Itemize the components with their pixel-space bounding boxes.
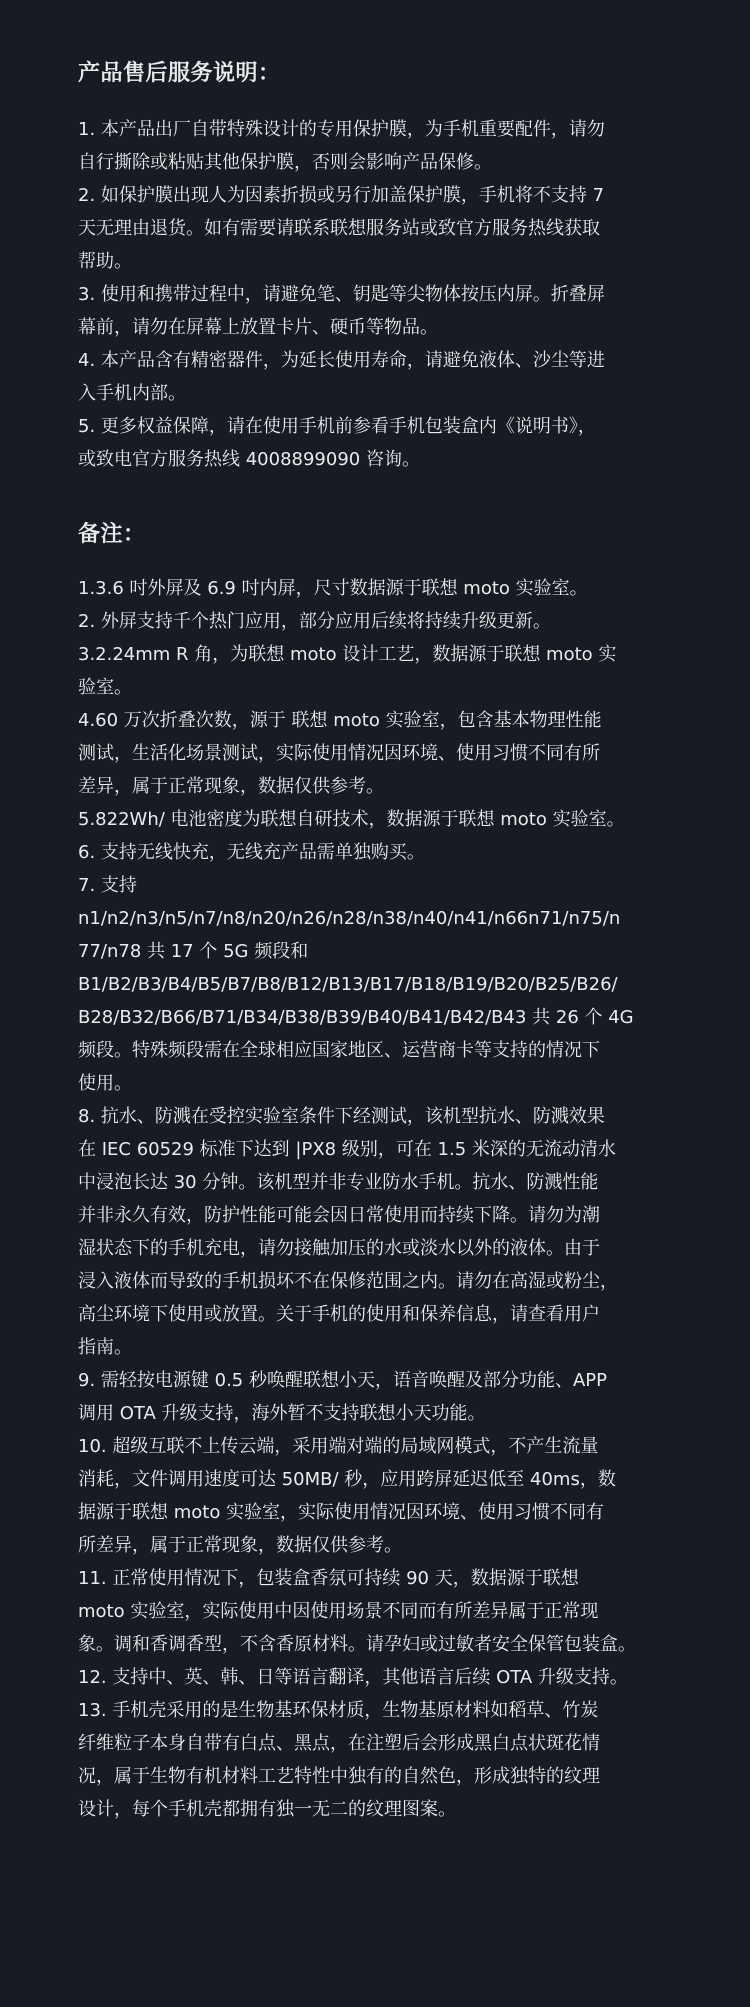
remarks-section <box>78 520 672 1826</box>
remark-10: 10. 超级互联不上传云端，采用端对端的局域网模式，不产生流量 消耗，文件调用速度可达 50MB/ 秒，应用跨屏延迟低至 40ms，数 据源于联想 moto 实验室，实际使用情况因环境、使用习惯不同有 所差异，属于正常现象，数据仅供参考。 <box>78 1436 616 1556</box>
remark-4: 4.60 万次折叠次数，源于 联想 moto 实验室，包含基本物理性能 测试，生活化场景测试，实际使用情况因环境、使用习惯不同有所 差异，属于正常现象，数据仅供参考。 <box>78 710 602 797</box>
remark-6: 6. 支持无线快充，无线充产品需单独购买。 <box>78 842 425 863</box>
service-note-3: 3. 使用和携带过程中，请避免笔、钥匙等尖物体按压内屏。折叠屏 幕前，请勿在屏幕上放置卡片、硬币等物品。 <box>78 284 605 338</box>
service-note-5: 5. 更多权益保障，请在使用手机前参看手机包装盒内《说明书》， 或致电官方服务热线 4008899090 咨询。 <box>78 416 596 470</box>
remark-12: 12. 支持中、英、韩、日等语言翻译，其他语言后续 OTA 升级支持。 <box>78 1667 628 1688</box>
remark-7: 7. 支持 n1/n2/n3/n5/n7/n8/n20/n26/n28/n38/n40/n41/n66n71/n75/n 77/n78 共 17 个 5G 频段和 B1/B2/B3/B4/B5/B7/B8/B12/B13/B17/B18/B19/B20/B25/B26/ B28/B32/B66/B71/B34/B38/B39/B40/B41/B42/B43 共 26 个 4G 频段。特殊频段需在全球相应国家地区、运营商卡等支持的情况下 使用。 <box>78 875 634 1094</box>
service-note-1: 1. 本产品出厂自带特殊设计的专用保护膜，为手机重要配件，请勿 自行撕除或粘贴其他保护膜，否则会影响产品保修。 <box>78 119 605 173</box>
remark-1: 1.3.6 吋外屏及 6.9 吋内屏，尺寸数据源于联想 moto 实验室。 <box>78 578 588 599</box>
remark-8: 8. 抗水、防溅在受控实验室条件下经测试，该机型抗水、防溅效果 在 IEC 60529 标准下达到 |PX8 级别，可在 1.5 米深的无流动清水 中浸泡长达 30 分钟。该机型并非专业防水手机。抗水、防溅性能 并非永久有效，防护性能可能会因日常使用而持续下降。请勿为潮 湿状态下的手机充电，请勿接触加压的水或淡水以外的液体。由于 浸入液体而导致的手机损坏不在保修范围之内。请勿在高湿或粉尘， 高尘环境下使用或放置。关于手机的使用和保养信息，请查看用户 指南。 <box>78 1106 618 1358</box>
remark-11: 11. 正常使用情况下，包装盒香氛可持续 90 天，数据源于联想 moto 实验室，实际使用中因使用场景不同而有所差异属于正常现 象。调和香调香型，不含香原材料。请孕妇或过敏者安全保管包装盒。 <box>78 1568 636 1655</box>
remark-13: 13. 手机壳采用的是生物基环保材质，生物基原材料如稻草、竹炭 纤维粒子本身自带有白点、黑点，在注塑后会形成黑白点状斑花情 况，属于生物有机材料工艺特性中独有的自然色，形成独特的纹理 设计，每个手机壳都拥有独一无二的纹理图案。 <box>78 1700 600 1820</box>
remark-9: 9. 需轻按电源键 0.5 秒唤醒联想小天，语音唤醒及部分功能、APP 调用 OTA 升级支持，海外暂不支持联想小天功能。 <box>78 1370 607 1424</box>
service-note-4: 4. 本产品含有精密器件，为延长使用寿命，请避免液体、沙尘等进 入手机内部。 <box>78 350 605 404</box>
after-sales-service-section <box>78 59 672 476</box>
remark-2: 2. 外屏支持千个热门应用，部分应用后续将持续升级更新。 <box>78 611 551 632</box>
remark-3: 3.2.24mm R 角，为联想 moto 设计工艺，数据源于联想 moto 实 验室。 <box>78 644 617 698</box>
after-sales-service-title: 产品售后服务说明： <box>78 61 281 86</box>
remark-5: 5.822Wh/ 电池密度为联想自研技术，数据源于联想 moto 实验室。 <box>78 809 625 830</box>
service-note-2: 2. 如保护膜出现人为因素折损或另行加盖保护膜，手机将不支持 7 天无理由退货。如有需要请联系联想服务站或致官方服务热线获取 帮助。 <box>78 185 605 272</box>
remarks-title: 备注： <box>78 522 146 547</box>
